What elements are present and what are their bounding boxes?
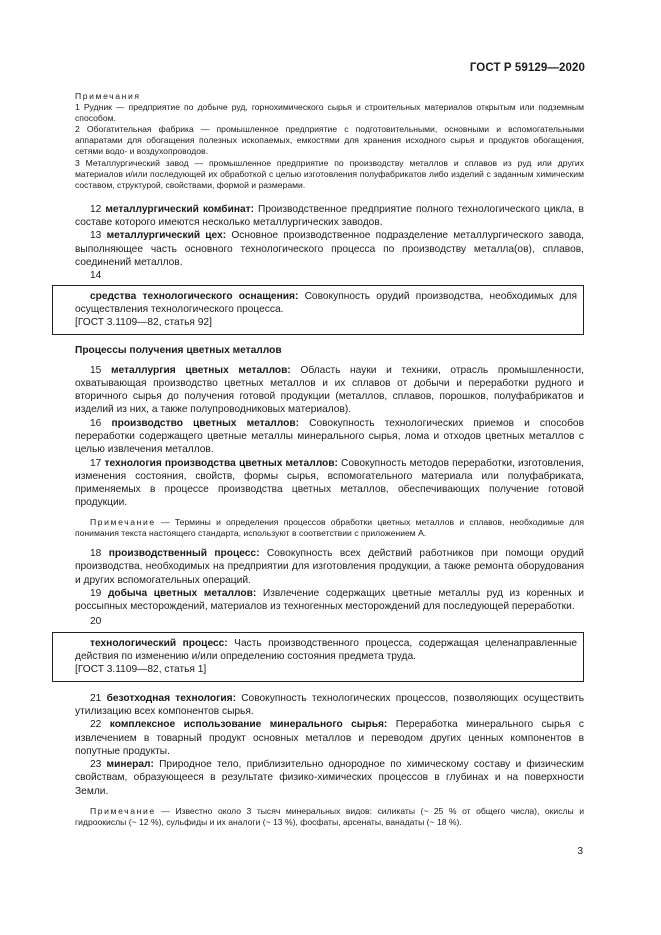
section-title: Процессы получения цветных металлов (75, 344, 282, 356)
term-13: 13 металлургический цех: Основное производственное подразделение металлургического завода, выполняющее часть основного технологического процесса по производству металла(ов), сплавов, соединений металлов. (75, 230, 584, 269)
term-22: 22 комплексное использование минерального сырья: Переработка минерального сырья с извлечением в товарный продукт основных металлов и переводом других ценных компонентов в попутные продукты. (75, 719, 584, 757)
note-bottom-label: Примечание (90, 806, 156, 817)
term-21-name: безотходная технология: (106, 692, 236, 704)
term-23: 23 минерал: Природное тело, приблизительно однородное по химическому составу и физическим свойствам, образующееся в результате физико-химических процессов в глубинах и на поверхности Земли. (75, 759, 584, 797)
notes-title: Примечания (75, 91, 141, 101)
term-22-definition: Переработка минерального сырья с извлечением в товарный продукт основных металлов и переводом других ценных компонентов в попутные продукты. (75, 719, 584, 757)
term-15-name: металлургия цветных металлов: (110, 364, 291, 376)
term-16-name: производство цветных металлов: (111, 417, 299, 429)
note-mid-text: — Термины и определения процессов обработки цветных металлов и сплавов, необходимые для понимания текста настоящего стандарта, используют в соответствии с приложением А. (75, 516, 584, 538)
term-20-reference: [ГОСТ 3.1109—82, статья 1] (75, 664, 207, 676)
term-18: 18 производственный процесс: Совокупность всех действий работников при помощи орудий производства, необходимых на предприятии для изготовления продукции, а также ремонта оборудования и других вспомогательных операций. (75, 547, 584, 586)
note-item: 3 Металлургический завод — промышленное предприятие по производству металлов и сплавов из руд или других материалов и/или последующей их обработкой с целью изготовления полуфабрикатов либо изделий с заданным химическим составом, структурой, свойствами, формой и размерами. (75, 157, 584, 190)
term-17-name: технология производства цветных металлов: (104, 457, 338, 469)
term-12-definition: Производственное предприятие полного технологического цикла, в составе которого имеются несколько металлургических заводов. (75, 203, 584, 229)
term-14-reference: [ГОСТ 3.1109—82, статья 92] (75, 317, 212, 329)
term-20-name: технологический процесс: (90, 637, 228, 649)
term-19-name: добыча цветных металлов: (107, 587, 257, 599)
term-16-definition: Совокупность технологических приемов и способов переработки содержащего цветные металлы минерального сырья, лома и отходов цветных металлов с целью извлечения металлов. (75, 417, 584, 456)
term-21: 21 безотходная технология: Совокупность технологических процессов, позволяющих осуществить утилизацию всех компонентов сырья. (75, 692, 584, 717)
term-19: 19 добыча цветных металлов: Извлечение содержащих цветные металлы руд из коренных и россыпных месторождений, материалов из техногенных месторождений для последующей переработки. (75, 587, 584, 613)
term-14-number: 14 (90, 270, 102, 282)
term-14-name: средства технологического оснащения: (90, 290, 299, 302)
term-12-name: металлургический комбинат: (105, 203, 255, 215)
note-item: 2 Обогатительная фабрика — промышленное предприятие с подготовительными, основными и вспомогательными аппаратами для обогащения полезных ископаемых, емкостями для хранения исходного сырья и продуктов обогащения, сетями водо- и воздухопроводов. (75, 124, 584, 157)
term-20-definition: Часть производственного процесса, содержащая целенаправленные действия по изменению и/или определению состояния предмета труда. (75, 637, 577, 663)
term-21-definition: Совокупность технологических процессов, позволяющих осуществить утилизацию всех компонентов сырья. (75, 692, 584, 717)
notes-top (75, 91, 584, 191)
standard-header: ГОСТ Р 59129—2020 (469, 62, 585, 74)
note-bottom (75, 806, 584, 828)
term-17: 17 технология производства цветных металлов: Совокупность методов переработки, изготовления, изменения состояния, свойств, формы сырья, вспомогательного материала или полуфабриката, применяемых в процессе производства цветных металлов, обеспечивающих получение готовой продукции. (75, 457, 584, 509)
term-15-definition: Область науки и техники, отрасль промышленности, охватывающая производство цветных металлов и их сплавов от добычи и переработки рудного и вторичного сырья до получения готовой продукции (металлов, сплавов, порошков, полуфабрикатов и изделий из них, а также полупроводниковых материалов). (75, 364, 584, 416)
term-18-name: производственный процесс: (108, 547, 260, 559)
term-18-definition: Совокупность всех действий работников при помощи орудий производства, необходимых на предприятии для изготовления продукции, а также ремонта оборудования и других вспомогательных операций. (75, 547, 584, 586)
term-14-box (52, 285, 584, 335)
term-22-name: комплексное использование минерального сырья: (109, 719, 388, 731)
term-17-definition: Совокупность методов переработки, изготовления, изменения состояния, свойств, формы сырья, вспомогательного материала или полуфабриката, применяемых в процессе производства цветных металлов, обеспечивающих получение готовой продукции. (75, 457, 584, 509)
term-23-definition: Природное тело, приблизительно однородное по химическому составу и физическим свойствам, образующееся в результате физико-химических процессов в глубинах и на поверхности Земли. (75, 759, 584, 797)
page-content (75, 91, 584, 828)
term-12: 12 металлургический комбинат: Производственное предприятие полного технологического цикла, в составе которого имеются несколько металлургических заводов. (75, 203, 584, 229)
note-mid-label: Примечание (90, 516, 156, 527)
term-20-box (52, 632, 584, 682)
note-bottom-text: — Известно около 3 тысяч минеральных видов: силикаты (~ 25 % от общего числа), окислы и гидроокислы (~ 12 %), сульфиды и их аналоги (~ 13 %), фосфаты, арсенаты, ванадаты (~ 18 %). (75, 806, 584, 828)
term-16: 16 производство цветных металлов: Совокупность технологических приемов и способов переработки содержащего цветные металлы минерального сырья, лома и отходов цветных металлов с целью извлечения металлов. (75, 417, 584, 456)
term-14-definition: Совокупность орудий производства, необходимых для осуществления технологического процесса. (75, 290, 578, 315)
term-13-name: металлургический цех: (106, 230, 227, 242)
term-15: 15 металлургия цветных металлов: Область науки и техники, отрасль промышленности, охватывающая производство цветных металлов и их сплавов от добычи и переработки рудного и вторичного сырья до получения готовой продукции (металлов, сплавов, порошков, полуфабрикатов и изделий из них, а также полупроводниковых материалов). (75, 364, 584, 416)
note-mid (75, 517, 584, 539)
term-19-definition: Извлечение содержащих цветные металлы руд из коренных и россыпных месторождений, материалов из техногенных месторождений для последующей переработки. (75, 587, 584, 613)
page-number: 3 (577, 846, 583, 857)
note-item: 1 Рудник — предприятие по добыче руд, горнохимического сырья и строительных материалов открытым или подземным способом. (75, 102, 584, 124)
term-23-name: минерал: (106, 759, 154, 771)
term-20-number: 20 (90, 616, 102, 628)
term-13-definition: Основное производственное подразделение металлургического завода, выполняющее часть основного технологического процесса по производству металла(ов), сплавов, соединений металлов. (75, 230, 584, 269)
